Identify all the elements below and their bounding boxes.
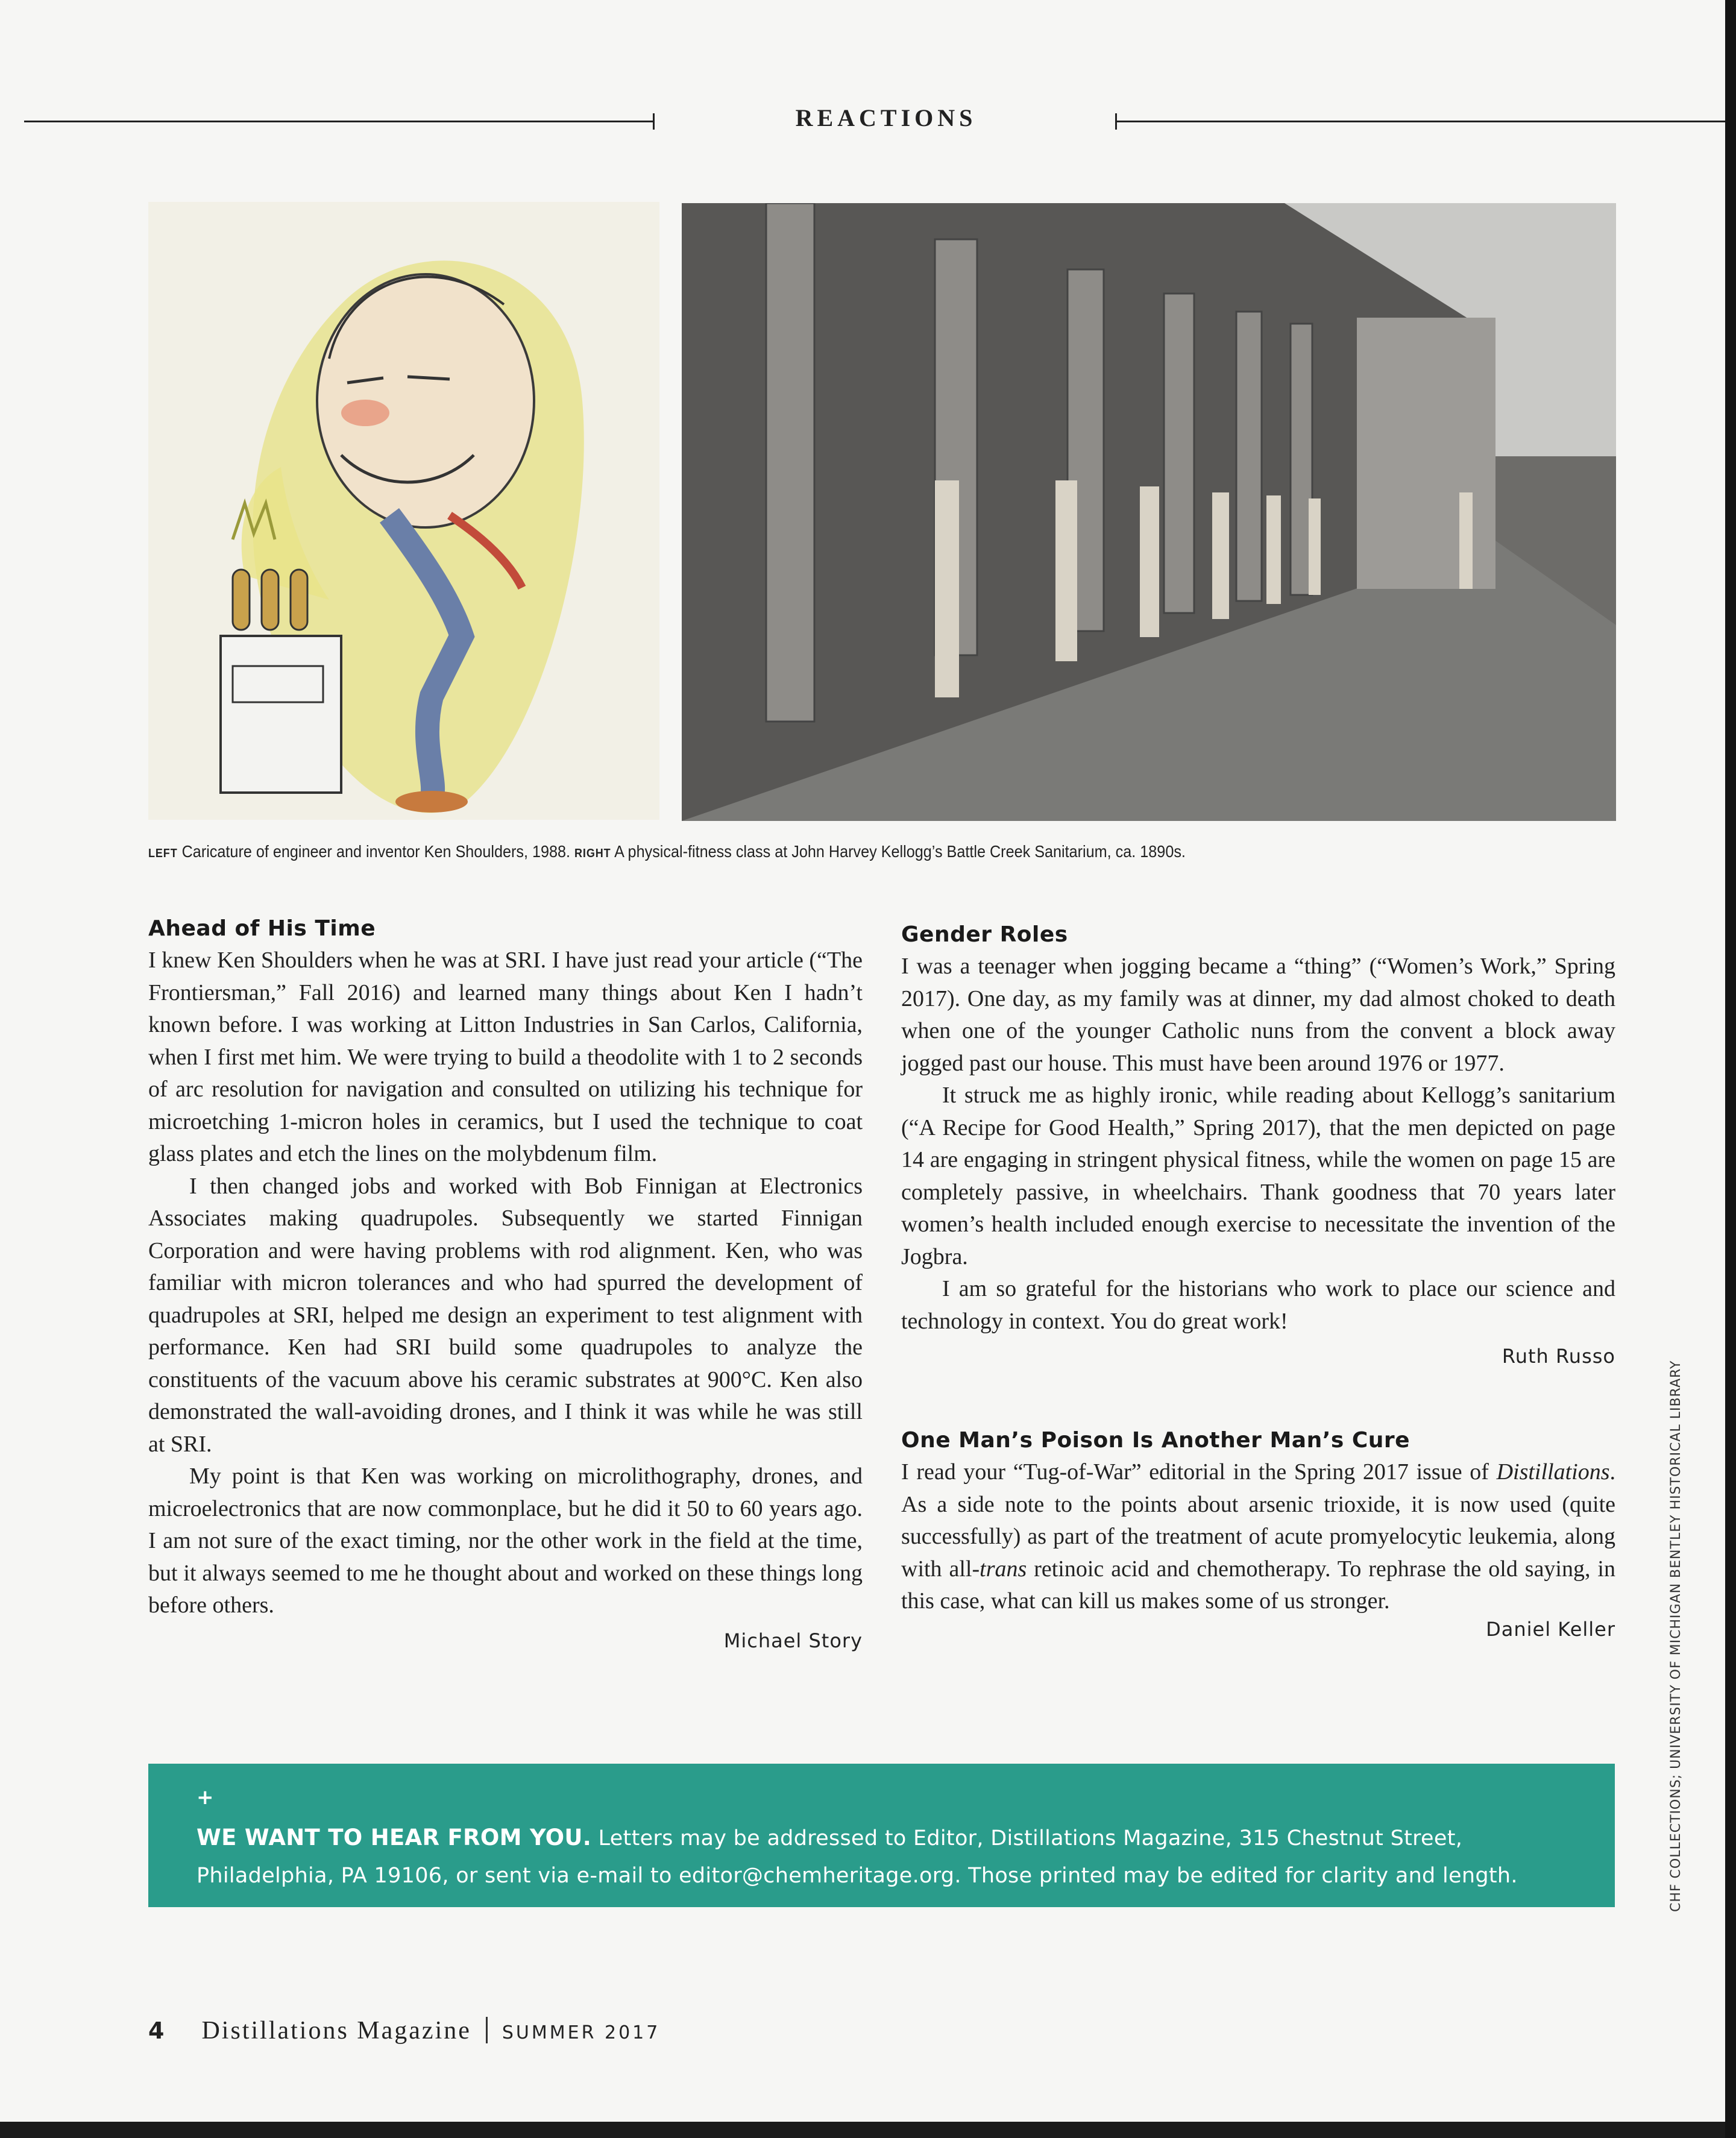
fitness-class-drawing <box>682 203 1616 821</box>
fitness-class-photo <box>682 203 1616 821</box>
letter-signature: Ruth Russo <box>1502 1345 1615 1368</box>
header-rule-left-cap <box>653 113 655 130</box>
letter-text: retinoic acid and chemotherapy. To rephrase the old saying, in this case, what can kill us makes some of us stronger. <box>901 1556 1615 1614</box>
issue-label: SUMMER 2017 <box>502 2022 661 2043</box>
caption-left-label: LEFT <box>148 847 178 860</box>
letter-one-mans-poison <box>901 1428 1615 1641</box>
letter-text-italic: trans <box>980 1556 1027 1582</box>
callout-lead: WE WANT TO HEAR FROM YOU. <box>197 1825 592 1850</box>
header-rule-left <box>24 121 654 122</box>
letter-gender-roles <box>901 922 1615 1641</box>
caption-right-text: A physical-fitness class at John Harvey Kellogg’s Battle Creek Sanitarium, ca. 1890s. <box>614 842 1186 861</box>
letter-paragraph: I then changed jobs and worked with Bob Finnigan at Electronics Associates making quadrupoles. Subsequently we started Finnigan Corporation and were having problems with rod alignment. Ken, who was familiar with micron tolerances and who had spurred the development of quadrupoles at SRI, helped me design an experiment to test alignment with performance. Ken had SRI build some quadrupoles to analyze the constituents of the vacuum above his ceramic substrates at 900°C. Ken also demonstrated the wall-avoiding drones, and I think it was while he was still at SRI. <box>148 1173 863 1457</box>
letter-ahead-of-his-time <box>148 916 863 1652</box>
caption-left-text: Caricature of engineer and inventor Ken Shoulders, 1988. <box>181 842 571 861</box>
letter-paragraph: I am so grateful for the historians who work to place our science and technology in context. You do great work! <box>901 1276 1615 1334</box>
letter-text-italic: Distillations <box>1496 1459 1610 1485</box>
contact-callout <box>148 1764 1615 1907</box>
letter-text: I read your “Tug-of-War” editorial in the Spring 2017 issue of <box>901 1459 1497 1485</box>
footer-divider <box>486 2017 488 2043</box>
letter-paragraph <box>901 1456 1615 1618</box>
scan-edge <box>1725 0 1736 2138</box>
letter-title: Ahead of His Time <box>148 916 376 941</box>
magazine-name: Distillations Magazine <box>201 2017 471 2045</box>
image-caption <box>148 842 1472 861</box>
caricature-image <box>148 202 659 820</box>
photo-credit: CHF COLLECTIONS; UNIVERSITY OF MICHIGAN BENTLEY HISTORICAL LIBRARY <box>1668 1360 1684 1912</box>
page-number: 4 <box>148 2017 165 2044</box>
letter-title: Gender Roles <box>901 922 1068 947</box>
letter-paragraph: My point is that Ken was working on microlithography, drones, and microelectronics that are now commonplace, but he did it 50 to 60 years ago. I am not sure of the exact timing, nor the other work in the field at the time, but it always seemed to me he thought about and worked on these things long before others. <box>148 1464 863 1618</box>
letter-signature: Michael Story <box>723 1629 863 1652</box>
caption-right-label: RIGHT <box>574 847 611 860</box>
callout-body: Letters may be addressed to Editor, Distillations Magazine, 315 Chestnut Street, Philadelphia, PA 19106, or sent via e-mail to editor@chemheritage.org. Those printed may be edited for clarity and length. <box>197 1826 1518 1888</box>
letter-paragraph: It struck me as highly ironic, while reading about Kellogg’s sanitarium (“A Recipe for Good Health,” Spring 2017), that the men depicted on page 14 are engaging in stringent physical fitness, while the women on page 15 are completely passive, in wheelchairs. Thank goodness that 70 years later women’s health included enough exercise to necessitate the invention of the Jogbra. <box>901 1083 1615 1269</box>
letter-text: . As a side note to the points about arsenic trioxide, it is now used (quite successfully) as part of the treatment of acute promyelocytic leukemia, along with all- <box>901 1459 1615 1582</box>
page-footer <box>148 2016 660 2045</box>
letter-title: One Man’s Poison Is Another Man’s Cure <box>901 1428 1410 1453</box>
caricature-drawing <box>148 202 659 820</box>
plus-icon: + <box>197 1785 214 1809</box>
letter-signature: Daniel Keller <box>1486 1617 1615 1641</box>
callout-text <box>197 1819 1583 1894</box>
letter-paragraph: I was a teenager when jogging became a “thing” (“Women’s Work,” Spring 2017). One day, as my family was at dinner, my dad almost choked to death when one of the younger Catholic nuns from the convent a block away jogged past our house. This must have been around 1976 or 1977. <box>901 954 1615 1076</box>
header-rule-right <box>1115 121 1725 122</box>
section-title: REACTIONS <box>795 104 977 131</box>
letter-paragraph: I knew Ken Shoulders when he was at SRI. I have just read your article (“The Frontiersman,” Fall 2016) and learned many things about Ken I hadn’t known before. I was working at Litton Industries in San Carlos, California, when I first met him. We were trying to build a theodolite with 1 to 2 seconds of arc resolution for navigation and consulted on utilizing his technique for microetching 1-micron holes in ceramics, but I used the technique to coat glass plates and etch the lines on the molybdenum film. <box>148 948 863 1166</box>
